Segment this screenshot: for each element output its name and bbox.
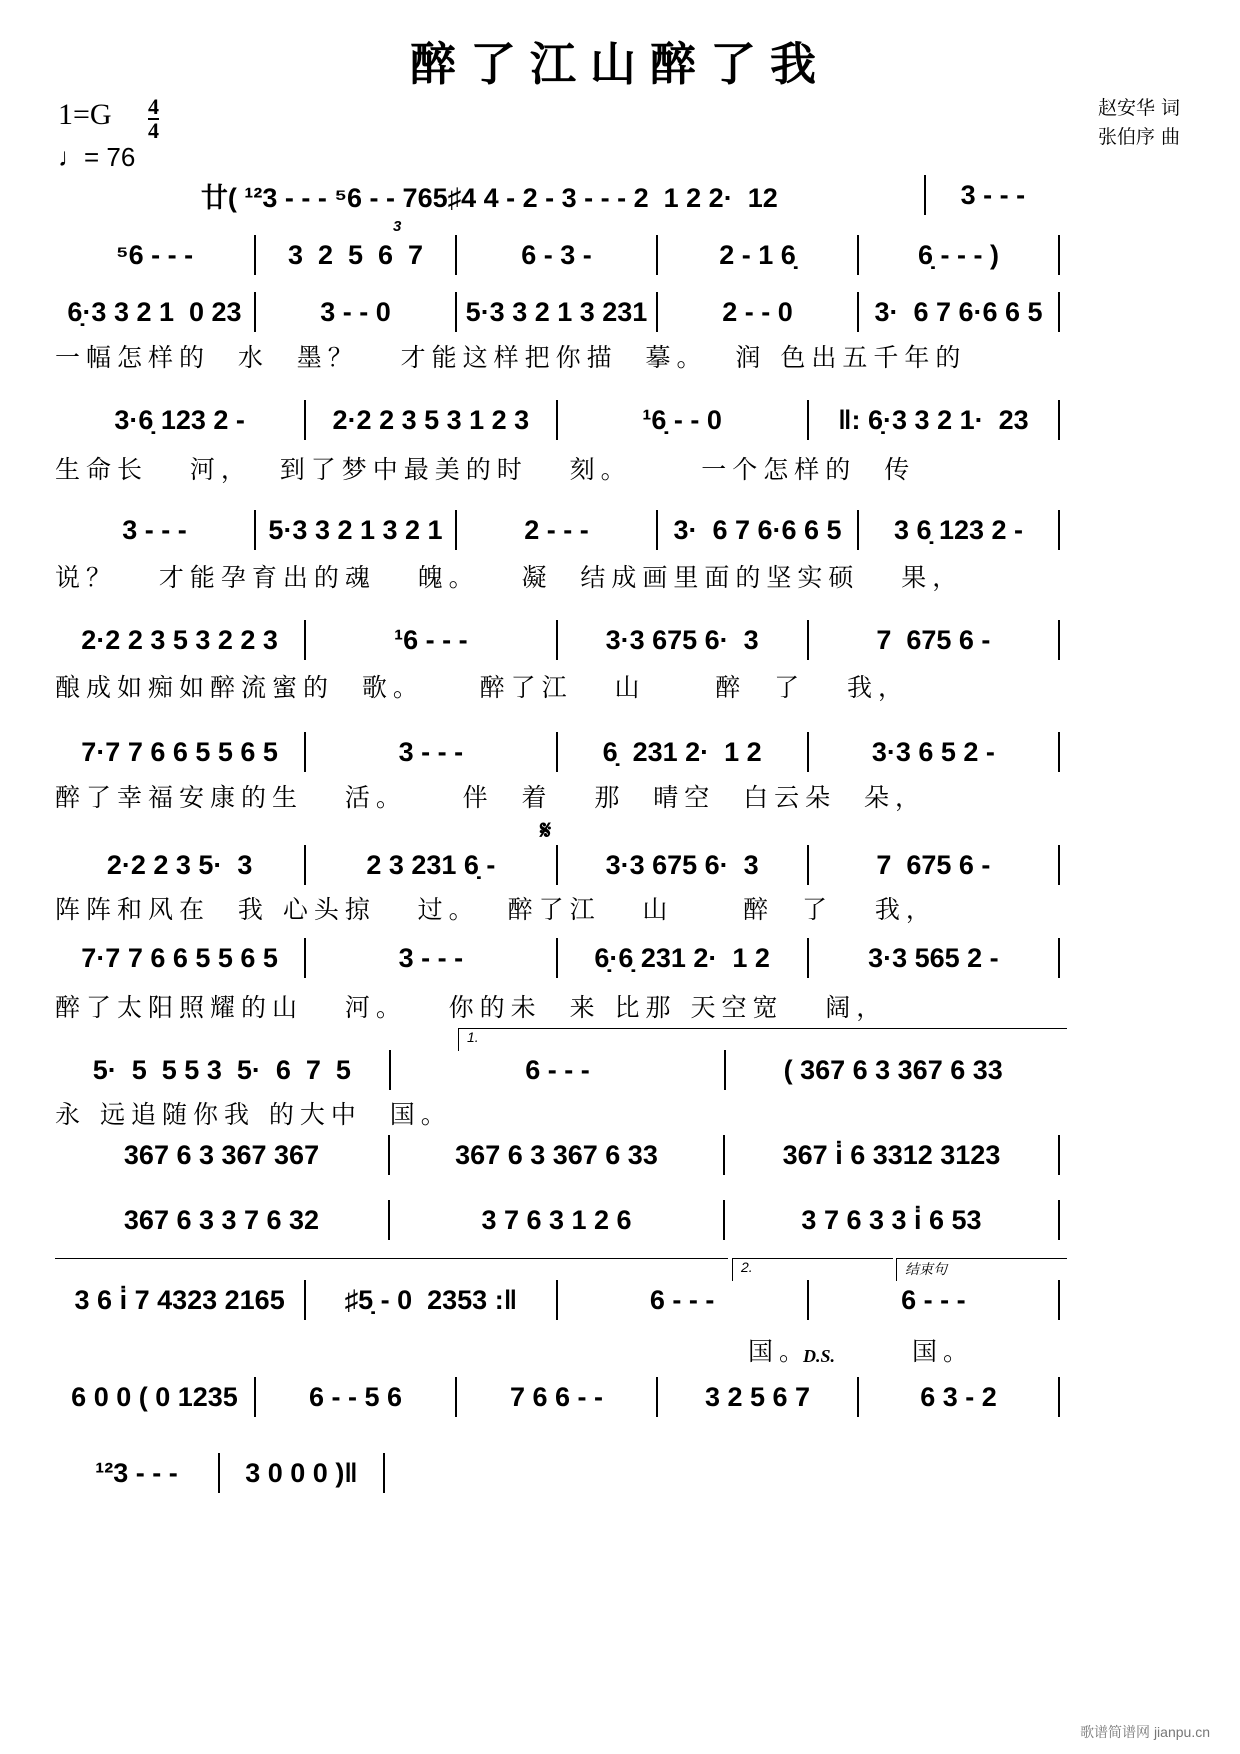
lyric-line: 酿成如痴如醉流蜜的 歌。 醉了江 山 醉 了 我， — [55, 673, 909, 702]
watermark: 歌谱简谱网 jianpu.cn — [1080, 1724, 1210, 1740]
lyricist: 赵安华 词 — [1097, 97, 1180, 119]
measure: 5· 5 5 5 3 5· 6 7 5 — [55, 1050, 391, 1090]
measure: 廿( ¹²3 - - - ⁵6 - - 765♯4 4 - 2 - 3 - - - 2 1 2 2· 12 — [55, 175, 926, 215]
measure: 367 6 3 3 7 6 32 — [55, 1200, 390, 1240]
measure: 3· 6 7 6·6 6 5 — [859, 292, 1060, 332]
lyric-line: 国。 — [912, 1337, 975, 1366]
measure: 6 3 - 2 — [859, 1377, 1060, 1417]
notation-row — [55, 845, 1060, 885]
measure: 367 6 3 367 6 33 — [390, 1135, 725, 1175]
measure: 6 - 3 - — [457, 235, 658, 275]
measure: 6̣·3 3 2 1 0 23 — [55, 292, 256, 332]
notation-row — [55, 175, 1060, 215]
notation-row — [55, 620, 1060, 660]
measure: 6̣ - - - ) — [859, 235, 1060, 275]
measure: 2 - 1 6̣ — [658, 235, 859, 275]
lyric-line: 永 远追随你我 的大中 国。 — [55, 1100, 452, 1129]
measure: ¹6 - - - — [306, 620, 557, 660]
volta-2: 2. — [732, 1258, 893, 1281]
measure: 7 6 6 - - — [457, 1377, 658, 1417]
measure: 3·3 6 5 2 - — [809, 732, 1060, 772]
measure: ♯5̣ - 0 2353 :‖ — [306, 1280, 557, 1320]
measure: 6̣·6̣ 231 2· 1 2 — [558, 938, 809, 978]
measure: 3 - - - — [960, 179, 1026, 210]
measure: ¹²3 - - - — [55, 1453, 220, 1493]
segno-icon: 𝄋 — [540, 815, 552, 845]
measure: 6 - - - — [809, 1280, 1060, 1320]
measure: 3 7 6 3 3 i̇ 6 53 — [725, 1200, 1060, 1240]
measure: 3·3 675 6· 3 — [558, 845, 809, 885]
lyric-line: 说？ 才能孕育出的魂 魄。 凝 结成画里面的坚实硕 果， — [55, 563, 964, 592]
measure: 7 675 6 - — [809, 845, 1060, 885]
measure: 6 - - - — [391, 1050, 727, 1090]
credits — [1098, 94, 1180, 152]
lyric-line: 醉了太阳照耀的山 河。 你的未 来 比那 天空宽 阔， — [55, 993, 888, 1022]
measure: ⁵6 - - - — [55, 235, 256, 275]
measure: 2 - - - — [457, 510, 658, 550]
measure: 7·7 7 6 6 5 5 6 5 — [55, 732, 306, 772]
notation-row — [55, 510, 1060, 550]
notation-row — [55, 1050, 1060, 1090]
measure: 2 3 231 6̣ - — [306, 845, 557, 885]
measure: 3·6̣ 123 2 - — [55, 400, 306, 440]
measure: 2·2 2 3 5· 3 — [55, 845, 306, 885]
lyric-line: 生命长 河， 到了梦中最美的时 刻。 一个怎样的 传 — [55, 455, 916, 484]
measure: 5·3 3 2 1 3 2 1 — [256, 510, 457, 550]
measure: 3 6 i̇ 7 4323 2165 — [55, 1280, 306, 1320]
triplet-mark: 3 — [393, 218, 402, 235]
measure: 6 0 0 ( 0 1235 — [55, 1377, 256, 1417]
notation-row — [55, 1135, 1060, 1175]
time-signature — [148, 96, 159, 142]
measure: 3 2 5 6 7 — [658, 1377, 859, 1417]
measure: 7·7 7 6 6 5 5 6 5 — [55, 938, 306, 978]
measure: ‖: 6̣·3 3 2 1· 23 — [809, 400, 1060, 440]
song-title: 醉了江山醉了我 — [410, 37, 830, 91]
ending-bracket: 结束句 — [896, 1258, 1067, 1281]
lyric-line: 醉了幸福安康的生 活。 伴 着 那 晴空 白云朵 朵， — [55, 783, 927, 812]
measure: 3 - - - — [306, 732, 557, 772]
measure: 5·3 3 2 1 3 231 — [457, 292, 658, 332]
measure: 367 6 3 367 367 — [55, 1135, 390, 1175]
measure: 3 - - - — [306, 938, 557, 978]
tempo: ♩= 76 — [58, 142, 136, 172]
notation-row — [55, 292, 1060, 332]
measure: 3· 6 7 6·6 6 5 — [658, 510, 859, 550]
notation-row — [55, 732, 1060, 772]
key-signature: 1=G — [58, 98, 112, 131]
measure: 7 675 6 - — [809, 620, 1060, 660]
volta-1-continued — [55, 1258, 728, 1281]
measure: ( 367 6 3 367 6 33 — [783, 1054, 1003, 1085]
time-top: 4 — [148, 94, 159, 119]
volta-1: 1. — [458, 1028, 1067, 1051]
notation-row — [55, 400, 1060, 440]
measure: 367 i̇ 6 3312 3123 — [725, 1135, 1060, 1175]
measure: 3 7 6 3 1 2 6 — [390, 1200, 725, 1240]
lyric-line: 国。 — [748, 1337, 811, 1366]
notation-row — [55, 1453, 385, 1493]
measure: 2·2 2 3 5 3 1 2 3 — [306, 400, 557, 440]
notation-row — [55, 235, 1060, 275]
lyric-line: 一幅怎样的 水 墨？ 才能这样把你描 摹。 润 色出五千年的 — [55, 343, 967, 372]
composer: 张伯序 曲 — [1097, 126, 1180, 148]
lyric-line: 阵阵和风在 我 心头掠 过。 醉了江 山 醉 了 我， — [55, 895, 937, 924]
time-bottom: 4 — [148, 118, 159, 143]
dal-segno: D.S. — [803, 1346, 836, 1366]
measure: 3 2 5 6 7 — [256, 235, 457, 275]
measure: 2·2 2 3 5 3 2 2 3 — [55, 620, 306, 660]
notation-row — [55, 1200, 1060, 1240]
measure: ¹6̣ - - 0 — [558, 400, 809, 440]
notation-row — [55, 938, 1060, 978]
notation-row — [55, 1280, 1060, 1320]
measure: 6 - - - — [558, 1280, 809, 1320]
measure: 2 - - 0 — [658, 292, 859, 332]
measure: 3 6̣ 123 2 - — [859, 510, 1060, 550]
measure: 3·3 675 6· 3 — [558, 620, 809, 660]
measure: 6̣ 231 2· 1 2 — [558, 732, 809, 772]
measure: 3·3 565 2 - — [809, 938, 1060, 978]
notation-row — [55, 1377, 1060, 1417]
measure: 3 0 0 0 )‖ — [220, 1453, 385, 1493]
measure: 3 - - 0 — [256, 292, 457, 332]
measure: 3 - - - — [55, 510, 256, 550]
measure: 6 - - 5 6 — [256, 1377, 457, 1417]
